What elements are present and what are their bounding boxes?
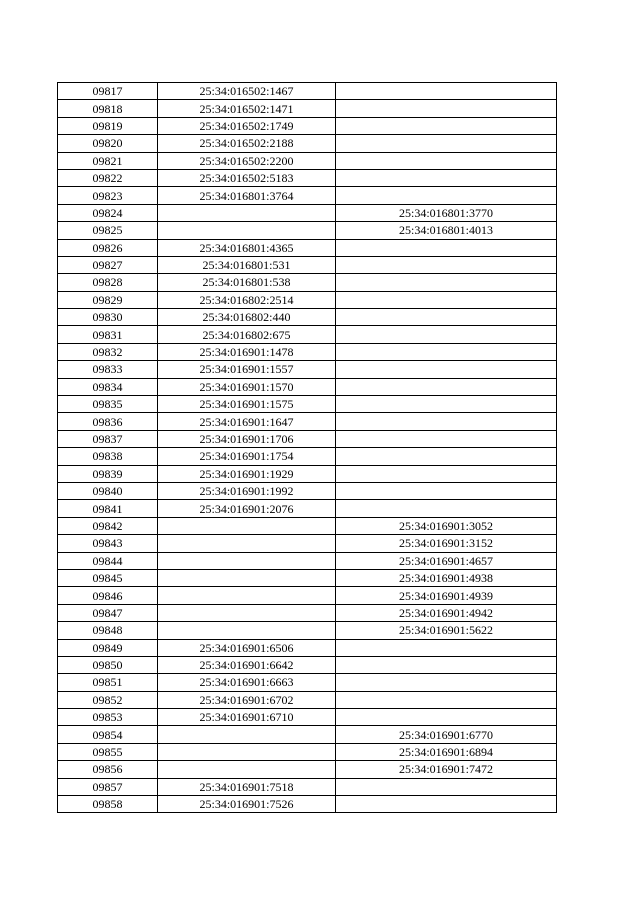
row-number-cell: 09844: [58, 552, 158, 569]
cadastral-number-cell: 25:34:016502:5183: [158, 169, 336, 186]
row-number-cell: 09826: [58, 239, 158, 256]
cadastral-number-cell: 25:34:016901:6702: [158, 691, 336, 708]
cadastral-number-alt-cell: [336, 465, 557, 482]
row-number-cell: 09855: [58, 743, 158, 760]
cadastral-number-alt-cell: [336, 639, 557, 656]
cadastral-number-cell: 25:34:016901:6642: [158, 656, 336, 673]
row-number-cell: 09829: [58, 291, 158, 308]
cadastral-number-cell: [158, 622, 336, 639]
cadastral-number-cell: 25:34:016502:2200: [158, 152, 336, 169]
row-number-cell: 09847: [58, 604, 158, 621]
cadastral-number-table: [57, 82, 557, 813]
cadastral-number-alt-cell: [336, 152, 557, 169]
cadastral-number-cell: [158, 569, 336, 586]
cadastral-number-alt-cell: [336, 378, 557, 395]
cadastral-number-cell: 25:34:016901:6663: [158, 674, 336, 691]
cadastral-number-alt-cell: [336, 691, 557, 708]
cadastral-number-cell: 25:34:016502:1749: [158, 117, 336, 134]
row-number-cell: 09827: [58, 256, 158, 273]
cadastral-number-alt-cell: [336, 256, 557, 273]
table-row: [58, 83, 557, 100]
cadastral-number-alt-cell: [336, 100, 557, 117]
table-row: [58, 239, 557, 256]
table-row: [58, 169, 557, 186]
cadastral-number-cell: 25:34:016901:7518: [158, 778, 336, 795]
cadastral-number-cell: 25:34:016901:1570: [158, 378, 336, 395]
cadastral-number-alt-cell: 25:34:016901:4939: [336, 587, 557, 604]
cadastral-number-cell: 25:34:016502:1471: [158, 100, 336, 117]
table-row: [58, 656, 557, 673]
table-row: [58, 326, 557, 343]
row-number-cell: 09840: [58, 482, 158, 499]
table-row: [58, 743, 557, 760]
cadastral-number-cell: 25:34:016502:2188: [158, 135, 336, 152]
cadastral-number-alt-cell: [336, 274, 557, 291]
row-number-cell: 09846: [58, 587, 158, 604]
row-number-cell: 09817: [58, 83, 158, 100]
cadastral-number-cell: 25:34:016901:1706: [158, 430, 336, 447]
table-row: [58, 622, 557, 639]
row-number-cell: 09843: [58, 535, 158, 552]
table-row: [58, 204, 557, 221]
cadastral-number-alt-cell: 25:34:016901:4657: [336, 552, 557, 569]
table-row: [58, 274, 557, 291]
cadastral-number-alt-cell: [336, 709, 557, 726]
table-row: [58, 152, 557, 169]
table-row: [58, 396, 557, 413]
cadastral-number-cell: 25:34:016901:7526: [158, 796, 336, 813]
table-row: [58, 222, 557, 239]
row-number-cell: 09852: [58, 691, 158, 708]
row-number-cell: 09858: [58, 796, 158, 813]
row-number-cell: 09853: [58, 709, 158, 726]
row-number-cell: 09835: [58, 396, 158, 413]
row-number-cell: 09839: [58, 465, 158, 482]
table-row: [58, 500, 557, 517]
row-number-cell: 09851: [58, 674, 158, 691]
cadastral-number-cell: [158, 517, 336, 534]
row-number-cell: 09838: [58, 448, 158, 465]
cadastral-number-cell: 25:34:016802:2514: [158, 291, 336, 308]
table-row: [58, 291, 557, 308]
cadastral-number-alt-cell: 25:34:016901:7472: [336, 761, 557, 778]
cadastral-number-alt-cell: [336, 413, 557, 430]
cadastral-number-cell: 25:34:016901:1478: [158, 343, 336, 360]
row-number-cell: 09849: [58, 639, 158, 656]
row-number-cell: 09836: [58, 413, 158, 430]
cadastral-number-cell: 25:34:016801:3764: [158, 187, 336, 204]
row-number-cell: 09856: [58, 761, 158, 778]
row-number-cell: 09825: [58, 222, 158, 239]
table-row: [58, 448, 557, 465]
table-row: [58, 517, 557, 534]
cadastral-number-cell: [158, 222, 336, 239]
cadastral-number-alt-cell: [336, 169, 557, 186]
cadastral-number-alt-cell: [336, 83, 557, 100]
cadastral-number-alt-cell: 25:34:016901:6894: [336, 743, 557, 760]
table-row: [58, 709, 557, 726]
cadastral-number-cell: [158, 587, 336, 604]
cadastral-number-alt-cell: [336, 291, 557, 308]
cadastral-number-cell: [158, 552, 336, 569]
cadastral-number-cell: 25:34:016502:1467: [158, 83, 336, 100]
cadastral-number-alt-cell: 25:34:016901:3152: [336, 535, 557, 552]
cadastral-number-cell: 25:34:016802:440: [158, 309, 336, 326]
row-number-cell: 09857: [58, 778, 158, 795]
row-number-cell: 09832: [58, 343, 158, 360]
cadastral-number-alt-cell: [336, 117, 557, 134]
cadastral-number-alt-cell: 25:34:016801:4013: [336, 222, 557, 239]
cadastral-number-cell: [158, 761, 336, 778]
table-row: [58, 778, 557, 795]
cadastral-number-cell: 25:34:016901:1929: [158, 465, 336, 482]
table-row: [58, 674, 557, 691]
table-row: [58, 100, 557, 117]
cadastral-number-cell: 25:34:016901:2076: [158, 500, 336, 517]
cadastral-number-cell: 25:34:016901:6506: [158, 639, 336, 656]
table-row: [58, 361, 557, 378]
cadastral-number-cell: 25:34:016901:1992: [158, 482, 336, 499]
cadastral-number-cell: [158, 535, 336, 552]
row-number-cell: 09850: [58, 656, 158, 673]
cadastral-number-alt-cell: [336, 500, 557, 517]
table-row: [58, 796, 557, 813]
row-number-cell: 09828: [58, 274, 158, 291]
cadastral-number-alt-cell: [336, 187, 557, 204]
row-number-cell: 09854: [58, 726, 158, 743]
row-number-cell: 09820: [58, 135, 158, 152]
cadastral-number-cell: 25:34:016801:4365: [158, 239, 336, 256]
cadastral-number-cell: 25:34:016901:1575: [158, 396, 336, 413]
cadastral-number-alt-cell: 25:34:016901:4942: [336, 604, 557, 621]
cadastral-number-alt-cell: [336, 343, 557, 360]
table-row: [58, 726, 557, 743]
row-number-cell: 09834: [58, 378, 158, 395]
table-row: [58, 135, 557, 152]
cadastral-number-cell: [158, 726, 336, 743]
cadastral-number-alt-cell: 25:34:016801:3770: [336, 204, 557, 221]
row-number-cell: 09831: [58, 326, 158, 343]
table-row: [58, 413, 557, 430]
table-row: [58, 691, 557, 708]
table-row: [58, 378, 557, 395]
row-number-cell: 09845: [58, 569, 158, 586]
table-body: [58, 83, 557, 813]
table-row: [58, 552, 557, 569]
table-row: [58, 535, 557, 552]
table-row: [58, 482, 557, 499]
cadastral-number-cell: 25:34:016901:1647: [158, 413, 336, 430]
table-row: [58, 430, 557, 447]
cadastral-number-cell: 25:34:016901:1754: [158, 448, 336, 465]
row-number-cell: 09842: [58, 517, 158, 534]
cadastral-number-alt-cell: [336, 430, 557, 447]
row-number-cell: 09819: [58, 117, 158, 134]
cadastral-number-alt-cell: 25:34:016901:4938: [336, 569, 557, 586]
cadastral-number-alt-cell: [336, 135, 557, 152]
row-number-cell: 09821: [58, 152, 158, 169]
table-row: [58, 587, 557, 604]
cadastral-number-cell: 25:34:016801:531: [158, 256, 336, 273]
cadastral-number-alt-cell: 25:34:016901:6770: [336, 726, 557, 743]
row-number-cell: 09824: [58, 204, 158, 221]
table-row: [58, 761, 557, 778]
table-row: [58, 465, 557, 482]
cadastral-number-alt-cell: [336, 396, 557, 413]
cadastral-number-alt-cell: [336, 778, 557, 795]
cadastral-number-cell: 25:34:016901:6710: [158, 709, 336, 726]
cadastral-number-alt-cell: [336, 309, 557, 326]
cadastral-number-alt-cell: [336, 448, 557, 465]
table-row: [58, 187, 557, 204]
row-number-cell: 09830: [58, 309, 158, 326]
row-number-cell: 09822: [58, 169, 158, 186]
table-row: [58, 256, 557, 273]
row-number-cell: 09823: [58, 187, 158, 204]
table-row: [58, 604, 557, 621]
row-number-cell: 09841: [58, 500, 158, 517]
cadastral-number-cell: [158, 743, 336, 760]
cadastral-number-cell: 25:34:016802:675: [158, 326, 336, 343]
row-number-cell: 09837: [58, 430, 158, 447]
row-number-cell: 09848: [58, 622, 158, 639]
table-row: [58, 309, 557, 326]
cadastral-number-cell: [158, 204, 336, 221]
cadastral-number-alt-cell: 25:34:016901:5622: [336, 622, 557, 639]
cadastral-number-alt-cell: [336, 656, 557, 673]
table-row: [58, 117, 557, 134]
cadastral-number-alt-cell: [336, 361, 557, 378]
cadastral-number-alt-cell: 25:34:016901:3052: [336, 517, 557, 534]
row-number-cell: 09833: [58, 361, 158, 378]
cadastral-number-alt-cell: [336, 796, 557, 813]
cadastral-number-cell: 25:34:016901:1557: [158, 361, 336, 378]
cadastral-number-alt-cell: [336, 326, 557, 343]
cadastral-number-cell: 25:34:016801:538: [158, 274, 336, 291]
table-row: [58, 639, 557, 656]
cadastral-number-alt-cell: [336, 674, 557, 691]
cadastral-number-alt-cell: [336, 239, 557, 256]
table-row: [58, 343, 557, 360]
cadastral-number-alt-cell: [336, 482, 557, 499]
cadastral-number-cell: [158, 604, 336, 621]
table-row: [58, 569, 557, 586]
row-number-cell: 09818: [58, 100, 158, 117]
